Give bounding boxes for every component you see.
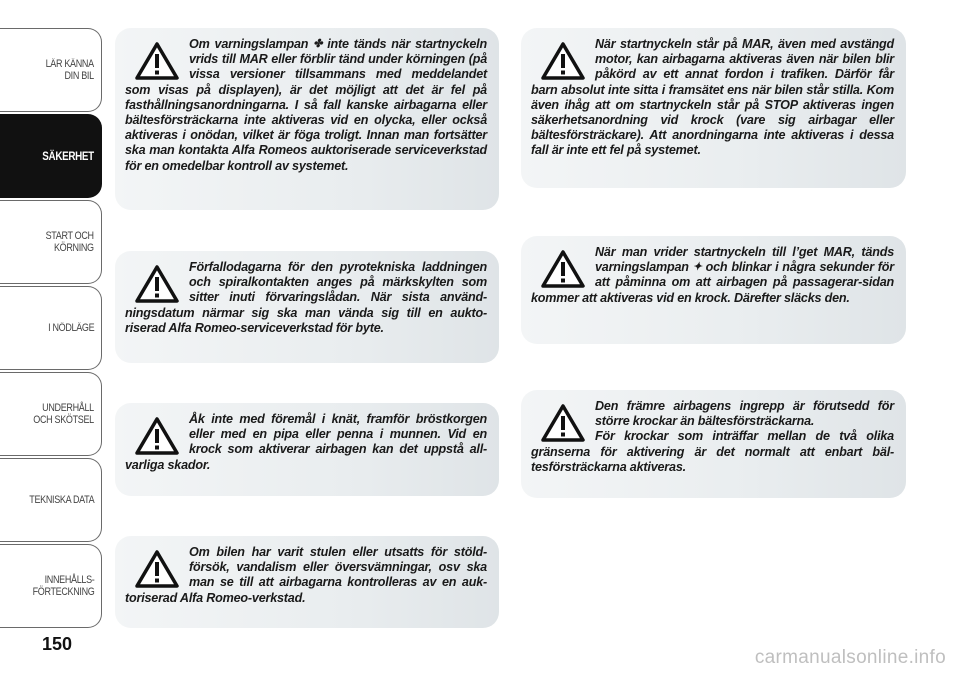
warning-triangle-icon — [135, 549, 179, 589]
warning-box-pyrotechnic-expiry — [115, 251, 499, 363]
tab-start-och-korning[interactable]: START OCH KÖRNING — [0, 200, 102, 284]
warning-text: Om varningslampan ✤ inte tänds när startnyckeln vrids till MAR eller förblir tänd under körningen (på vissa versioner tillsammans med meddelandet som visas på displayen), är det möjligt att det är fel på fasthållningsanordningarna. I så fall kanske airbagarna eller bältesförsträckarna inte aktiveras vid en olycka, eller också aktiveras i onödan, vilket är föga troligt. Innan man fortsätter ska man kontakta Alfa Romeos auktoriserade serviceverkstad för en omedelbar kontroll av systemet. — [125, 37, 487, 173]
warning-triangle-icon — [135, 264, 179, 304]
warning-box-passenger-airbag-lamp — [521, 236, 906, 344]
tab-sakerhet[interactable]: SÄKERHET — [0, 114, 102, 198]
warning-text: När man vrider startnyckeln till l’get MAR, tänds varningslampan ✦ och blinkar i några sekunder för att påminna om att airbagen på passagerar-sidan kommer att aktiveras vid en krock. Därefter släcks den. — [531, 245, 894, 305]
warning-box-front-airbag-threshold — [521, 390, 906, 498]
warning-triangle-icon — [135, 416, 179, 456]
warning-box-key-on-mar — [521, 28, 906, 188]
warning-box-objects-in-lap — [115, 403, 499, 496]
tab-lar-kanna-din-bil[interactable]: LÄR KÄNNA DIN BIL — [0, 28, 102, 112]
warning-box-stolen-vehicle — [115, 536, 499, 628]
tab-underhall-och-skotsel[interactable]: UNDERHÅLL OCH SKÖTSEL — [0, 372, 102, 456]
warning-box-airbag-lamp — [115, 28, 499, 210]
warning-text: Om bilen har varit stulen eller utsatts för stöld-försök, vandalism eller översvämningar, osv ska man se till att airbagarna kontrolleras av en auk-toriserad Alfa Romeo-verkstad. — [125, 545, 487, 605]
warning-text: Åk inte med föremål i knät, framför bröstkorgen eller med en pipa eller penna i munnen. Vid en krock som aktiverar airbagen kan det uppstå all-varliga skador. — [125, 412, 487, 472]
passenger-airbag-lamp-icon: ✦ — [692, 261, 702, 274]
warning-triangle-icon — [541, 403, 585, 443]
warning-triangle-icon — [541, 249, 585, 289]
airbag-warning-lamp-icon: ✤ — [313, 38, 323, 50]
warning-text: Den främre airbagens ingrepp är förutsedd för större krockar än bältesförsträckarna. För krockar som inträffar mellan de två olika gränserna för aktivering är det normalt att enbart bäl-tesförsträckarna aktiveras. — [531, 399, 894, 474]
warning-text: Förfallodagarna för den pyrotekniska laddningen och spiralkontakten anges på märkskylten som sitter inuti förvaringslådan. När sista använd-ningsdatum närmar sig ska man vända sig till en aukto-riserad Alfa Romeo-serviceverkstad för byte. — [125, 260, 487, 335]
warning-triangle-icon — [541, 41, 585, 81]
chapter-tabs — [0, 0, 104, 640]
tab-i-nodlage[interactable]: I NÖDLÄGE — [0, 286, 102, 370]
warning-triangle-icon — [135, 41, 179, 81]
tab-innehallsforteckning[interactable]: INNEHÅLLS- FÖRTECKNING — [0, 544, 102, 628]
watermark: carmanualsonline.info — [754, 647, 946, 668]
tab-tekniska-data[interactable]: TEKNISKA DATA — [0, 458, 102, 542]
warning-text: När startnyckeln står på MAR, även med avstängd motor, kan airbagarna aktiveras även när bilen blir påkörd av ett annat fordon i trafiken. Därför får barn absolut inte sitta i framsätet ens när bilen står stilla. Kom även ihåg att om startnyckeln står på STOP aktiveras ingen säkerhetsanordning vid krock (vare sig airbagar eller bältesförsträckare). Att anordningarna inte aktiveras i dessa fall är inte ett fel på systemet. — [531, 37, 894, 158]
page-number: 150 — [42, 634, 73, 654]
